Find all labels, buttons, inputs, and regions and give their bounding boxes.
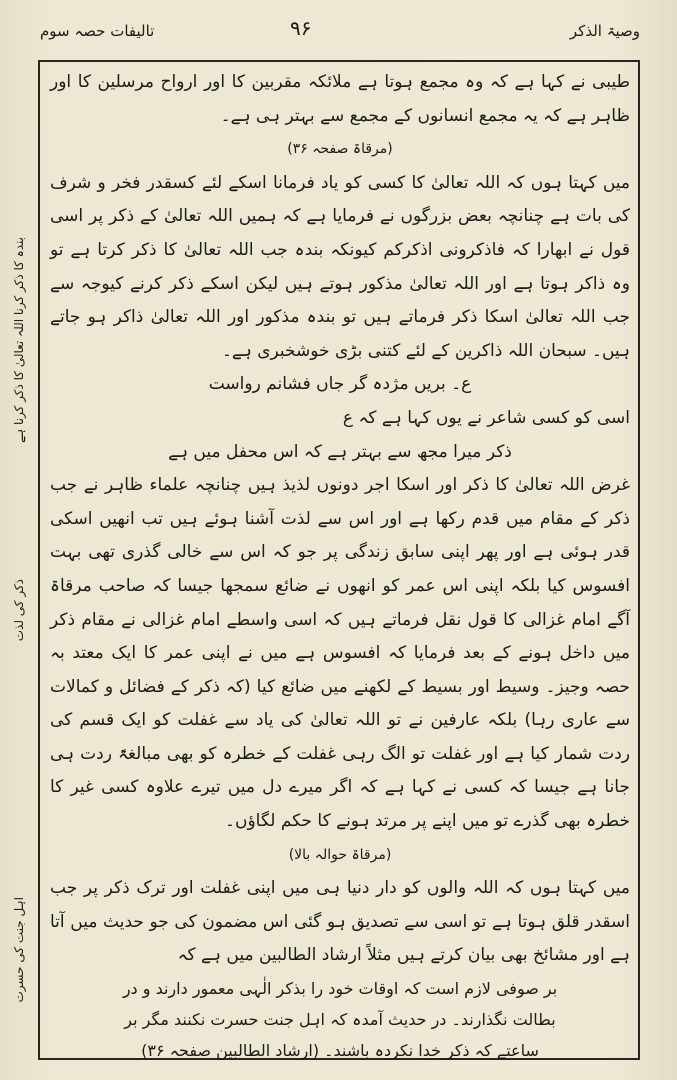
citation: (مرقاۃ صفحہ ۳۶)	[287, 141, 393, 158]
paragraph: طیبی نے کہا ہے کہ وہ مجمع ہوتا ہے ملائکہ مقربین کا اور ارواح مرسلین کا اور ظاہر ہے کہ یہ مجمع انسانوں کے مجمع سے بہتر ہی ہے۔	[50, 72, 630, 126]
paragraph: میں کہتا ہوں کہ اللہ والوں کو دار دنیا ہی میں اپنی غفلت اور ترک ذکر پر جب اسقدر قلق ہوتا ہے تو اسی سے تصدیق ہو گئی اس مضمون کی جو حدیث میں آتا ہے اور مشائخ بھی بیان کرتے ہیں مثلاً ارشاد الطالبین میں ہے کہ	[50, 878, 630, 966]
margin-note: اہل جنت کی حسرت	[12, 897, 26, 1003]
paragraph: اسی کو کسی شاعر نے یوں کہا ہے کہ ع	[342, 407, 630, 428]
page-body	[50, 66, 630, 1066]
paragraph: غرض اللہ تعالیٰ کا ذکر اور اسکا اجر دونوں لذیذ ہیں چنانچہ علماء ظاہر نے جب ذکر کے مقام میں قدم رکھا ہے اور اس سے لذت آشنا ہوئے ہیں تب انھیں اسکی قدر ہوئی ہے اور پھر اپنی سابق زندگی پر جو کہ اس سے خالی گذری تھی بہت افسوس کیا بلکہ اپنی اس عمر کو انھوں نے ضائع سمجھا جیسا کہ صاحب مرقاۃ آگے امام غزالی کا قول نقل فرماتے ہیں کہ اسی واسطے امام غزالی نے مقام ذکر میں داخل ہونے کے بعد فرمایا کہ افسوس ہے میں نے اپنی عمر کا ایک معتد بہ حصہ وجیز۔ وسیط اور بسیط کے لکھنے میں ضائع کیا (کہ ذکر کے فضائل و کمالات سے عاری رہا) بلکہ عارفین نے تو اللہ تعالیٰ کی یاد سے غفلت کو ایک قسم کی ردت شمار کیا ہے اور غفلت تو الگ رہی غفلت کے خطرہ کو بھی مبالغۃً ردت ہی جانا ہے جیسا کہ کسی نے کہا ہے کہ اگر میرے دل میں تیرے علاوہ کسی غیر کا خطرہ بھی گذرے تو میں اپنے پر مرتد ہونے کا حکم لگاؤں۔	[50, 475, 630, 832]
verse: ذکر میرا مجھ سے بہتر ہے کہ اس محفل میں ہے	[168, 441, 512, 462]
citation: (مرقاۃ حوالہ بالا)	[288, 846, 392, 863]
page-header	[40, 6, 640, 50]
verse: ع۔ بریں مژدہ گر جاں فشانم رواست	[208, 374, 472, 395]
margin-note: ذکر کی لذت	[12, 578, 26, 642]
header-book-part: تالیفات حصہ سوم	[40, 22, 155, 40]
persian-quote: بر صوفی لازم است کہ اوقات خود را بذکر الٰہی معمور دارند و در بطالت نگذارند۔ در حدیث آمدہ کہ اہل جنت حسرت نکنند مگر بر ساعتے کہ ذکر خدا نکردہ باشند۔ (ارشاد الطالبین صفحہ ۳۶)	[122, 979, 558, 1061]
page-number: ۹۶	[290, 16, 312, 40]
margin-note: بندہ کا ذکر کرنا اللہ تعالیٰ کا ذکر کرنا ہے	[12, 237, 26, 443]
header-book-title: وصیۃ الذکر	[569, 22, 640, 40]
paragraph: میں کہتا ہوں کہ اللہ تعالیٰ کا کسی کو یاد فرمانا اسکے لئے کسقدر فخر و شرف کی بات ہے چنانچہ بعض بزرگوں نے فرمایا ہے کہ ہمیں اللہ تعالیٰ کے ذکر پر اسی قول نے ابھارا کہ فاذکرونی اذکرکم کیونکہ بندہ جب اللہ تعالیٰ کا ذکر کرتا ہے تو وہ ذاکر ہوتا ہے اور اللہ تعالیٰ مذکور ہوتے ہیں لیکن اسکے ذکر کرنے کیوجہ سے جب اللہ تعالیٰ اسکا ذکر فرماتے ہیں تو بندہ مذکور اور اللہ تعالیٰ ذاکر ہو جاتے ہیں۔ سبحان اللہ ذاکرین کے لئے کتنی بڑی خوشخبری ہے۔	[50, 172, 630, 361]
